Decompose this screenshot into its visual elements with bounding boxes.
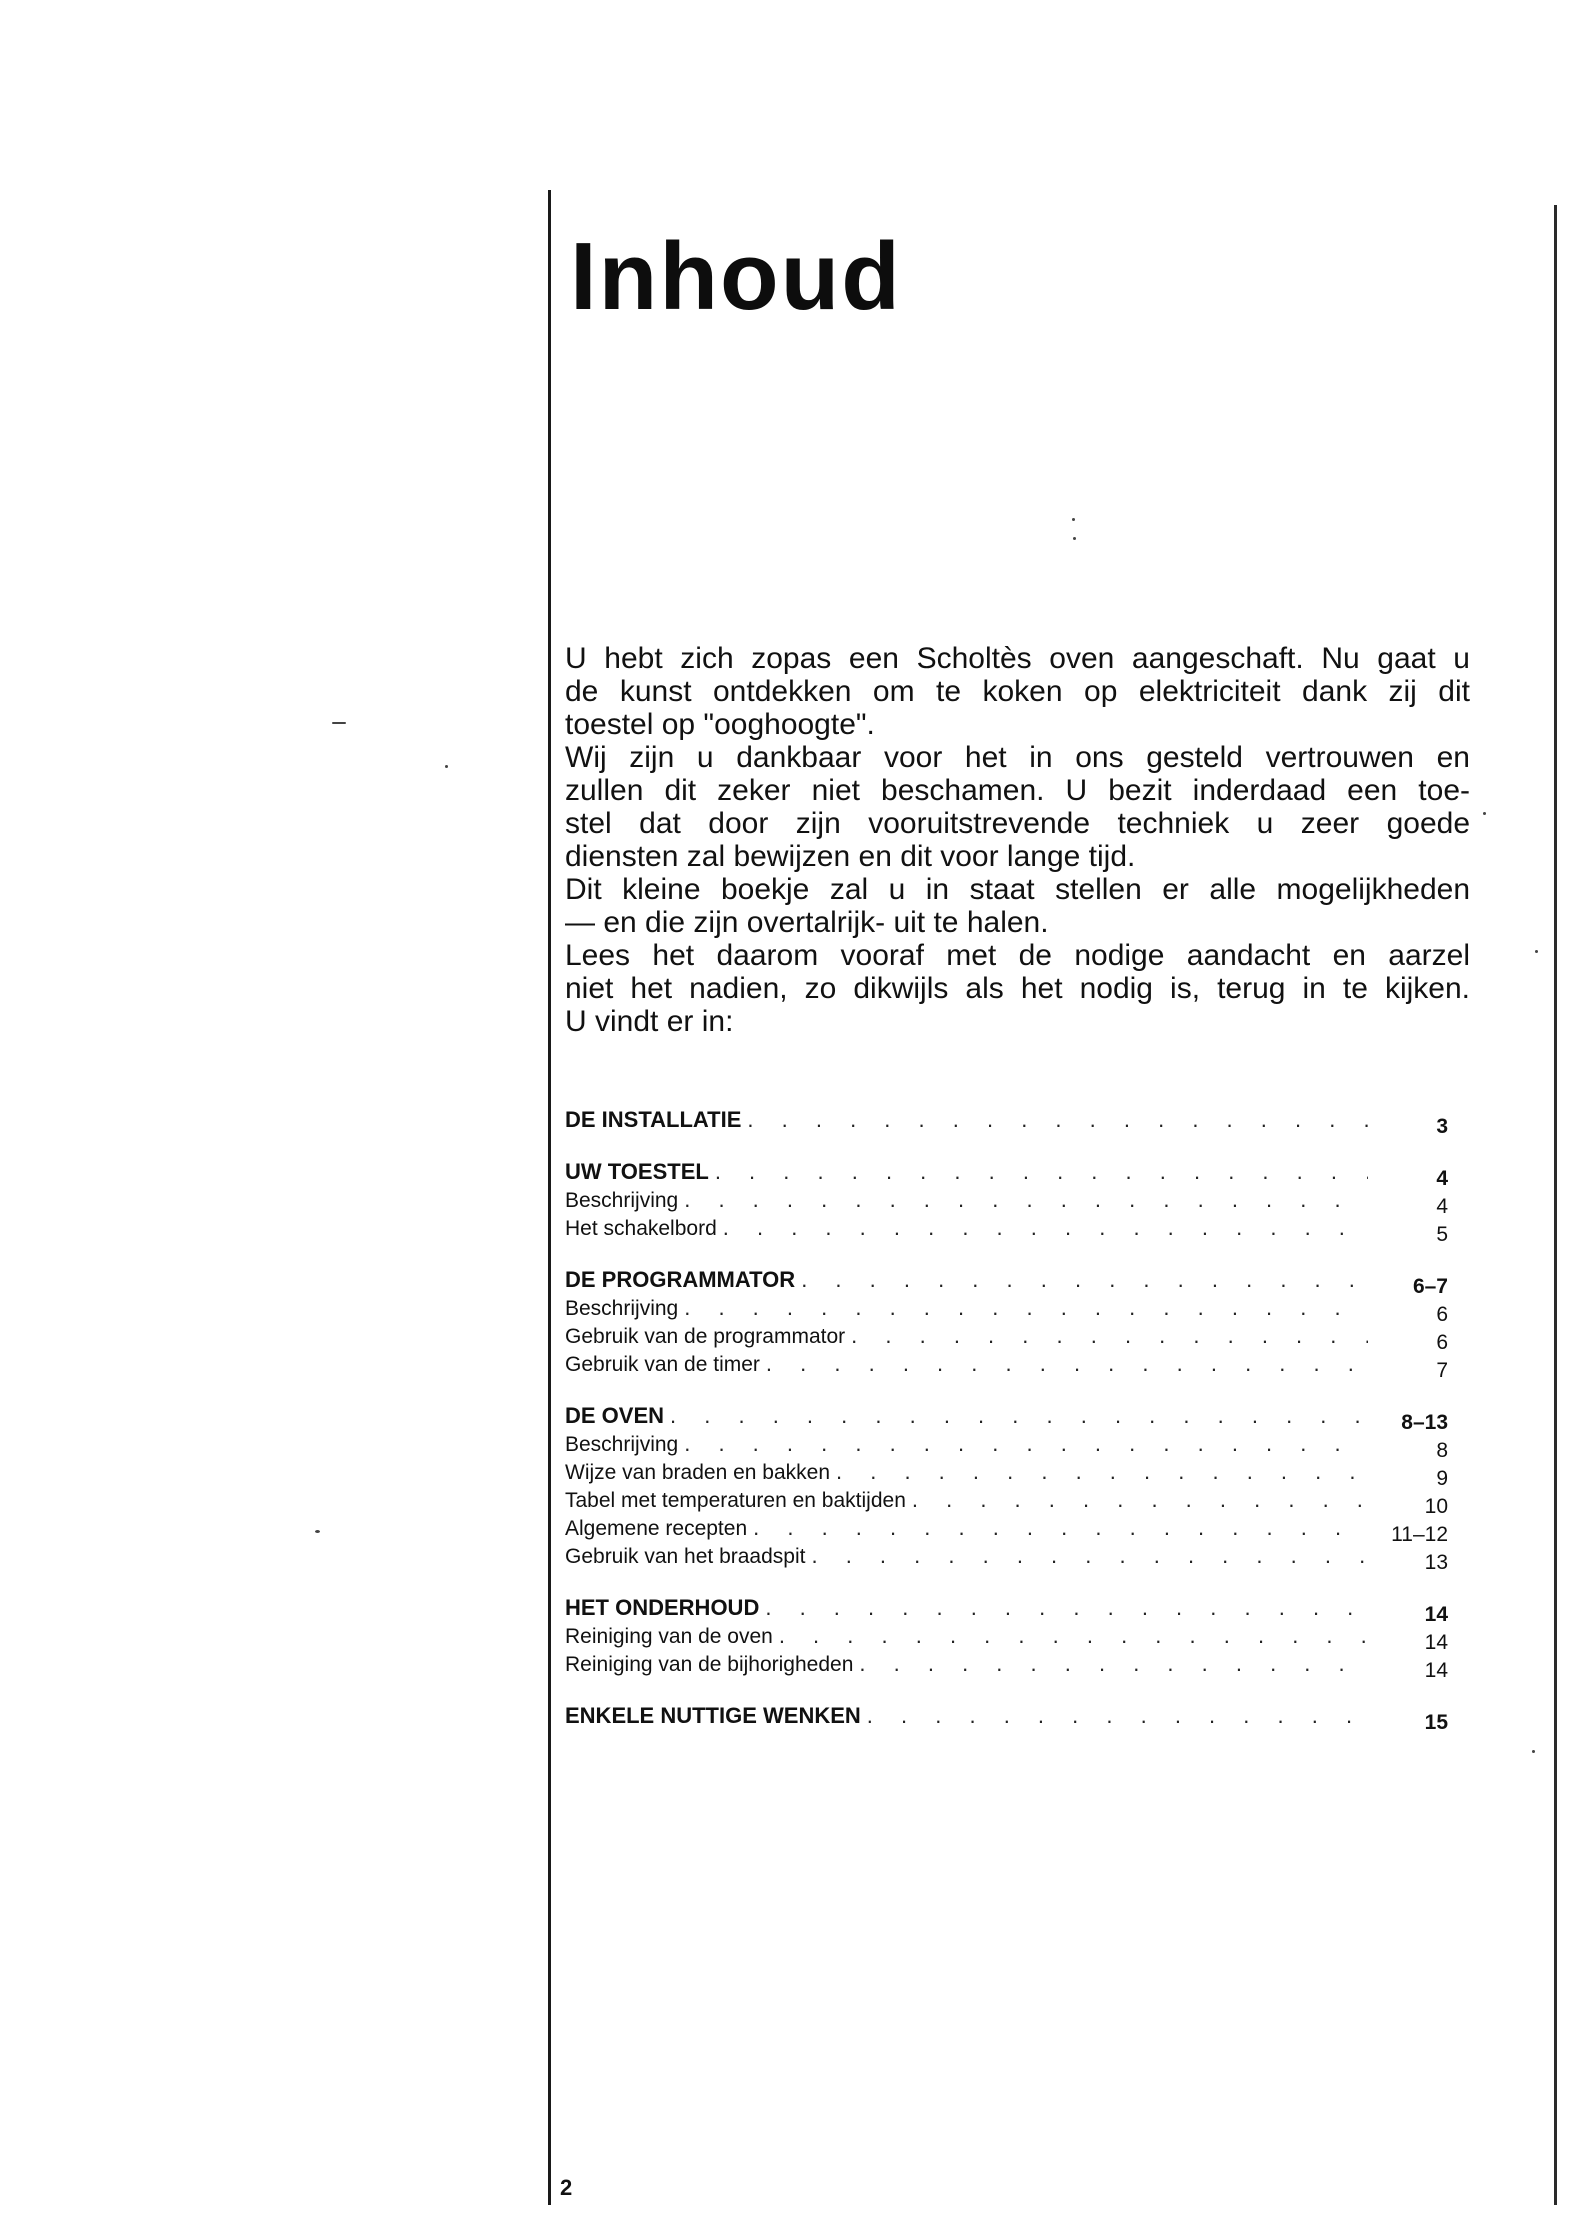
toc-leader-dots <box>765 1595 1368 1621</box>
toc-page-number: 15 <box>1424 1711 1448 1734</box>
toc-item-label: Reiniging van de bijhorigheden <box>565 1653 854 1676</box>
intro-line: U vindt er in: <box>565 1005 734 1038</box>
scan-speck <box>1072 518 1075 521</box>
toc-item-row[interactable] <box>565 1487 1448 1518</box>
intro-line: stel dat door zijn vooruitstrevende techniek u zeer goede <box>565 807 1470 840</box>
toc-item-row[interactable] <box>565 1431 1448 1462</box>
toc-heading-row[interactable] <box>565 1703 1448 1734</box>
toc-item-row[interactable] <box>565 1323 1448 1354</box>
intro-line: Lees het daarom vooraf met de nodige aandacht en aarzel <box>565 939 1470 972</box>
page-number: 2 <box>560 2175 573 2200</box>
intro-line: — en die zijn overtalrijk- uit te halen. <box>565 906 1049 939</box>
toc-item-label: Gebruik van de timer <box>565 1353 760 1376</box>
toc-leader-dots <box>684 1187 1368 1213</box>
toc-item-label: Gebruik van het braadspit <box>565 1545 806 1568</box>
toc-leader-dots <box>723 1215 1368 1241</box>
toc-item-label: Algemene recepten <box>565 1517 748 1540</box>
toc-leader-dots <box>684 1431 1368 1457</box>
intro-paragraph <box>565 642 1470 1038</box>
scan-speck <box>1073 537 1076 540</box>
toc-section-toestel <box>565 1159 1448 1246</box>
scan-speck <box>1535 950 1538 953</box>
toc-page-number: 3 <box>1436 1115 1448 1138</box>
toc-item-row[interactable] <box>565 1515 1448 1546</box>
intro-line: U hebt zich zopas een Scholtès oven aangeschaft. Nu gaat u <box>565 642 1470 675</box>
scan-speck <box>445 765 448 768</box>
toc-page-number: 4 <box>1436 1195 1448 1218</box>
toc-heading-label: DE OVEN <box>565 1403 665 1428</box>
toc-section-wenken <box>565 1703 1448 1734</box>
toc-item-row[interactable] <box>565 1215 1448 1246</box>
toc-leader-dots <box>859 1651 1368 1677</box>
intro-line: niet het nadien, zo dikwijls als het nodig is, terug in te kijken. <box>565 972 1470 1005</box>
toc-page-number: 14 <box>1424 1631 1448 1654</box>
toc-item-row[interactable] <box>565 1623 1448 1654</box>
toc-leader-dots <box>670 1403 1368 1429</box>
toc-item-label: Beschrijving <box>565 1433 679 1456</box>
intro-line: Wij zijn u dankbaar voor het in ons gesteld vertrouwen en <box>565 741 1470 774</box>
intro-line: de kunst ontdekken om te koken op elektriciteit dank zij dit <box>565 675 1470 708</box>
toc-section-installatie <box>565 1107 1448 1138</box>
scan-speck <box>315 1530 320 1533</box>
scan-speck <box>1532 1750 1535 1753</box>
toc-leader-dots <box>779 1623 1368 1649</box>
toc-page-number: 8–13 <box>1401 1411 1448 1434</box>
toc-heading-label: DE INSTALLATIE <box>565 1107 742 1132</box>
toc-page-number: 11–12 <box>1391 1523 1448 1546</box>
toc-item-row[interactable] <box>565 1295 1448 1326</box>
toc-page-number: 8 <box>1436 1439 1448 1462</box>
table-of-contents <box>565 1107 1448 1755</box>
toc-leader-dots <box>811 1543 1368 1569</box>
toc-section-programmator <box>565 1267 1448 1382</box>
toc-heading-label: UW TOESTEL <box>565 1159 709 1184</box>
toc-item-label: Het schakelbord <box>565 1217 717 1240</box>
toc-heading-row[interactable] <box>565 1159 1448 1190</box>
toc-page-number: 4 <box>1436 1167 1448 1190</box>
toc-item-label: Gebruik van de programmator <box>565 1325 846 1348</box>
toc-item-row[interactable] <box>565 1459 1448 1490</box>
toc-item-row[interactable] <box>565 1351 1448 1382</box>
toc-heading-label: HET ONDERHOUD <box>565 1595 760 1620</box>
intro-line: toestel op "ooghoogte". <box>565 708 875 741</box>
toc-page-number: 5 <box>1436 1223 1448 1246</box>
left-margin-rule <box>548 190 551 2205</box>
toc-page-number: 6–7 <box>1412 1275 1448 1298</box>
toc-heading-row[interactable] <box>565 1595 1448 1626</box>
toc-leader-dots <box>766 1351 1368 1377</box>
toc-page-number: 14 <box>1424 1603 1448 1626</box>
toc-leader-dots <box>851 1323 1368 1349</box>
intro-line: Dit kleine boekje zal u in staat stellen er alle mogelijkheden <box>565 873 1470 906</box>
intro-line: zullen dit zeker niet beschamen. U bezit inderdaad een toe- <box>565 774 1470 807</box>
scan-speck <box>1483 812 1486 815</box>
right-margin-rule <box>1554 205 1557 2205</box>
toc-item-label: Tabel met temperaturen en baktijden <box>565 1489 906 1512</box>
toc-leader-dots <box>715 1159 1368 1185</box>
toc-page-number: 6 <box>1436 1331 1448 1354</box>
toc-leader-dots <box>801 1267 1368 1293</box>
toc-section-oven <box>565 1403 1448 1574</box>
toc-page-number: 13 <box>1424 1551 1448 1574</box>
toc-section-onderhoud <box>565 1595 1448 1682</box>
toc-item-row[interactable] <box>565 1651 1448 1682</box>
toc-item-label: Beschrijving <box>565 1189 679 1212</box>
toc-page-number: 7 <box>1436 1359 1448 1382</box>
toc-heading-row[interactable] <box>565 1107 1448 1138</box>
toc-item-label: Reiniging van de oven <box>565 1625 773 1648</box>
toc-leader-dots <box>684 1295 1368 1321</box>
toc-item-row[interactable] <box>565 1543 1448 1574</box>
toc-leader-dots <box>747 1107 1368 1133</box>
toc-page-number: 10 <box>1424 1495 1448 1518</box>
toc-page-number: 9 <box>1436 1467 1448 1490</box>
toc-page-number: 6 <box>1436 1303 1448 1326</box>
toc-leader-dots <box>836 1459 1368 1485</box>
scan-speck <box>332 722 346 724</box>
toc-leader-dots <box>867 1703 1368 1729</box>
toc-heading-row[interactable] <box>565 1403 1448 1434</box>
toc-heading-label: DE PROGRAMMATOR <box>565 1267 796 1292</box>
toc-heading-label: ENKELE NUTTIGE WENKEN <box>565 1703 861 1728</box>
toc-leader-dots <box>753 1515 1368 1541</box>
toc-page-number: 14 <box>1424 1659 1448 1682</box>
page-title: Inhoud <box>570 223 902 330</box>
toc-item-row[interactable] <box>565 1187 1448 1218</box>
intro-line: diensten zal bewijzen en dit voor lange tijd. <box>565 840 1136 873</box>
toc-leader-dots <box>912 1487 1368 1513</box>
toc-item-label: Beschrijving <box>565 1297 679 1320</box>
toc-heading-row[interactable] <box>565 1267 1448 1298</box>
toc-item-label: Wijze van braden en bakken <box>565 1461 830 1484</box>
